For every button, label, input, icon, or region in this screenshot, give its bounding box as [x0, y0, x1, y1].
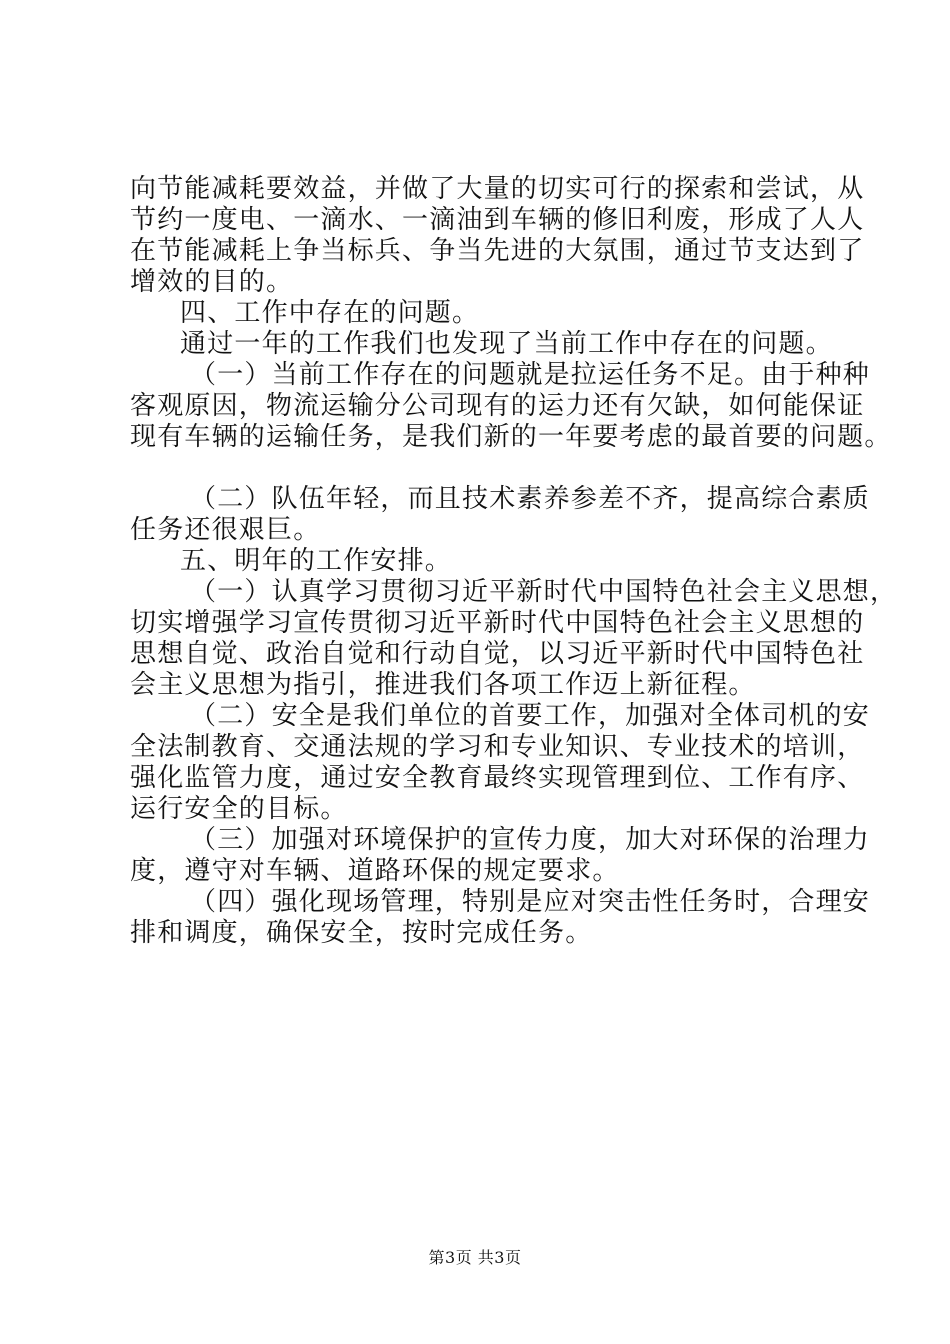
- body-line: 通过一年的工作我们也发现了当前工作中存在的问题。: [180, 329, 833, 359]
- body-line: 度，遵守对车辆、道路环保的规定要求。: [130, 856, 620, 886]
- body-line: （一）当前工作存在的问题就是拉运任务不足。由于种种: [190, 360, 871, 390]
- body-line: 切实增强学习宣传贯彻习近平新时代中国特色社会主义思想的: [130, 608, 865, 638]
- body-line: （二）安全是我们单位的首要工作，加强对全体司机的安: [190, 701, 871, 731]
- body-line: （三）加强对环境保护的宣传力度，加大对环保的治理力: [190, 825, 871, 855]
- body-line: 在节能减耗上争当标兵、争当先进的大氛围，通过节支达到了: [130, 236, 865, 266]
- body-line: 全法制教育、交通法规的学习和专业知识、专业技术的培训，: [130, 732, 865, 762]
- body-line: 排和调度，确保安全，按时完成任务。: [130, 918, 593, 948]
- blank-line: [130, 453, 845, 484]
- body-line: 思想自觉、政治自觉和行动自觉，以习近平新时代中国特色社: [130, 639, 865, 669]
- body-line: 增效的目的。: [130, 267, 294, 297]
- body-line: 客观原因，物流运输分公司现有的运力还有欠缺，如何能保证: [130, 391, 865, 421]
- page-number: 第3页 共3页: [428, 1248, 522, 1267]
- body-line: 节约一度电、一滴水、一滴油到车辆的修旧利废，形成了人人: [130, 205, 865, 235]
- section-heading: 四、工作中存在的问题。: [180, 298, 480, 328]
- body-line: 现有车辆的运输任务，是我们新的一年要考虑的最首要的问题。: [130, 422, 892, 452]
- body-line: 会主义思想为指引，推进我们各项工作迈上新征程。: [130, 670, 756, 700]
- section-heading: 五、明年的工作安排。: [180, 546, 453, 576]
- body-line: 任务还很艰巨。: [130, 515, 321, 545]
- body-line: 运行安全的目标。: [130, 794, 348, 824]
- body-line: 向节能减耗要效益，并做了大量的切实可行的探索和尝试，从: [130, 174, 865, 204]
- body-line: 强化监管力度，通过安全教育最终实现管理到位、工作有序、: [130, 763, 865, 793]
- body-line: （一）认真学习贯彻习近平新时代中国特色社会主义思想，: [190, 577, 898, 607]
- document-body: [130, 174, 898, 949]
- body-line: （二）队伍年轻，而且技术素养参差不齐，提高综合素质: [190, 484, 871, 514]
- body-line: （四）强化现场管理，特别是应对突击性任务时，合理安: [190, 887, 871, 917]
